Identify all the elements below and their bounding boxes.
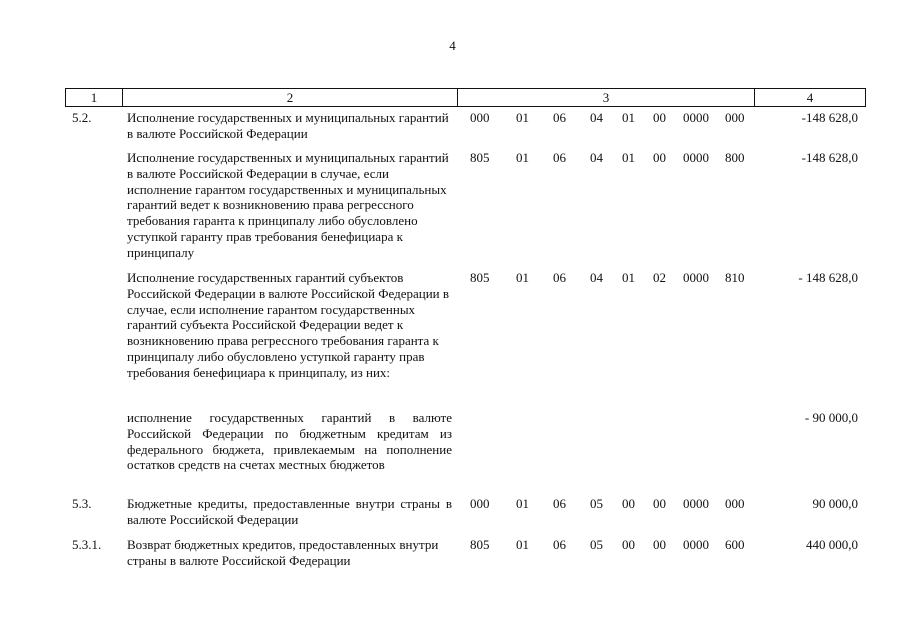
code-article: 05: [590, 496, 603, 511]
code-article: 05: [590, 537, 603, 552]
header-col-3: 3: [602, 90, 610, 105]
code-element: 00: [653, 110, 666, 125]
code-kosgu: 810: [725, 270, 745, 285]
row-amount: -148 628,0: [801, 110, 858, 125]
code-group: 01: [516, 110, 529, 125]
row-number: 5.2.: [72, 110, 92, 125]
code-group: 01: [516, 270, 529, 285]
code-admin: 805: [470, 270, 490, 285]
row-number: 5.3.: [72, 496, 92, 511]
row-amount: 440 000,0: [806, 537, 858, 552]
code-program: 0000: [683, 496, 709, 511]
code-article: 04: [590, 150, 603, 165]
code-kosgu: 000: [725, 110, 745, 125]
code-element: 00: [653, 537, 666, 552]
code-group: 01: [516, 496, 529, 511]
code-group: 01: [516, 150, 529, 165]
code-subarticle: 00: [622, 496, 635, 511]
code-subgroup: 06: [553, 150, 566, 165]
code-element: 02: [653, 270, 666, 285]
row-description: Возврат бюджетных кредитов, предоставленных внутри страны в валюте Российской Федерации: [127, 537, 439, 568]
code-kosgu: 800: [725, 150, 745, 165]
row-amount: -148 628,0: [801, 150, 858, 165]
row-description: Бюджетные кредиты, предоставленные внутри страны в валюте Российской Федерации: [127, 496, 452, 527]
code-subarticle: 01: [622, 150, 635, 165]
row-description: Исполнение государственных гарантий субъектов Российской Федерации в валюте Российской Федерации в случае, если исполнение гарантом государственных гарантий субъекта Российской Федерации ведет к возникновению права регрессного требования гаранта к принципалу либо обусловлено уступкой гаранту прав требования бенефициара к принципалу, из них:: [127, 270, 450, 380]
code-program: 0000: [683, 270, 709, 285]
code-article: 04: [590, 110, 603, 125]
page-number: 4: [449, 38, 456, 53]
row-amount: 90 000,0: [812, 496, 858, 511]
code-subarticle: 01: [622, 270, 635, 285]
code-program: 0000: [683, 537, 709, 552]
header-col-4: 4: [806, 90, 814, 105]
code-program: 0000: [683, 110, 709, 125]
code-admin: 000: [470, 110, 490, 125]
code-group: 01: [516, 537, 529, 552]
row-number: 5.3.1.: [72, 537, 102, 552]
code-article: 04: [590, 270, 603, 285]
header-col-2: 2: [286, 90, 294, 105]
header-col-1: 1: [90, 90, 98, 105]
row-description: исполнение государственных гарантий в валюте Российской Федерации по бюджетным кредитам из федерального бюджета, привлекаемым на пополнение остатков средств на счетах местных бюджетов: [127, 410, 452, 473]
code-subgroup: 06: [553, 496, 566, 511]
code-subarticle: 00: [622, 537, 635, 552]
code-element: 00: [653, 150, 666, 165]
row-amount: - 90 000,0: [804, 410, 858, 425]
code-subgroup: 06: [553, 110, 566, 125]
code-subgroup: 06: [553, 537, 566, 552]
code-admin: 805: [470, 150, 490, 165]
row-description: Исполнение государственных и муниципальных гарантий в валюте Российской Федерации в случае, если исполнение гарантом государственных и муниципальных гарантий ведет к возникновению права регрессного требования гаранта к принципалу либо обусловлено уступкой гаранту прав требования бенефициара к принципалу: [127, 150, 449, 260]
code-admin: 000: [470, 496, 490, 511]
code-element: 00: [653, 496, 666, 511]
row-description: Исполнение государственных и муниципальных гарантий в валюте Российской Федерации: [127, 110, 449, 141]
code-program: 0000: [683, 150, 709, 165]
row-amount: - 148 628,0: [798, 270, 858, 285]
table-header: [65, 88, 866, 107]
code-kosgu: 600: [725, 537, 745, 552]
code-kosgu: 000: [725, 496, 745, 511]
code-subgroup: 06: [553, 270, 566, 285]
code-admin: 805: [470, 537, 490, 552]
code-subarticle: 01: [622, 110, 635, 125]
